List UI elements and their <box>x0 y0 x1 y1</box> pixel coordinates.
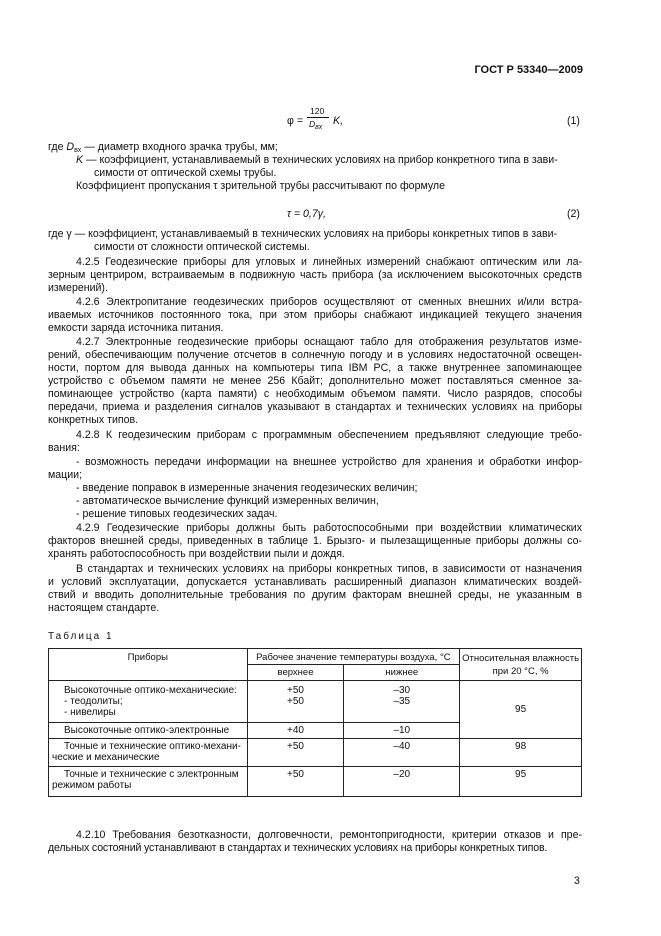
paragraph-4-2-8-line: вания: <box>48 442 80 454</box>
paragraph-4-2-9-line: факторов внешней среды, приведенных в таблице 1. Брызго- и пылезащищенные приборы должны со- <box>48 535 582 547</box>
paragraph-4-2-9b-line: ствий и вводить дополнительные требования по другим факторам внешней среды, не указанным в <box>48 589 582 601</box>
paragraph-4-2-5-line: измерений). <box>48 282 108 294</box>
paragraph-4-2-10-line: дельных состояний устанавливают в стандартах и технических условиях на приборы конкретных типов. <box>48 842 548 854</box>
paragraph-4-2-10-line: 4.2.10 Требования безотказности, долговечности, ремонтопригодности, критерии отказов и пре- <box>76 829 582 841</box>
paragraph-4-2-7-line: рений, обеспечивающим получение отсчетов в солнечную погоду и в условиях недостаточной освещен- <box>48 349 582 361</box>
header-devices: Приборы <box>49 649 248 681</box>
paragraph-4-2-9b-line: В стандартах и технических условиях на приборы конкретных типов, в зависимости от назначения <box>76 563 582 575</box>
formula-2: τ = 0,7γ, <box>287 208 327 220</box>
row-lower: –40 <box>344 739 460 767</box>
formula-1-lhs: φ = <box>287 115 303 127</box>
where-k-line-2: симости от оптической схемы трубы. <box>94 167 277 179</box>
paragraph-4-2-9b-line: и условий эксплуатации, допускается устанавливать расширенный диапазон климатических воздей- <box>48 576 582 588</box>
header-upper: верхнее <box>247 665 344 681</box>
header-lower: нижнее <box>344 665 460 681</box>
requirement-item: - автоматическое вычисление функций измеренных величин, <box>76 495 379 507</box>
formula-1 <box>287 104 347 138</box>
row-lower: –30 –35 <box>344 681 460 723</box>
row-device: Точные и технические с электронным режимом работы <box>49 767 248 797</box>
paragraph-4-2-5-line: зерным центриром, встраиваемым в подвижную часть прибора (за исключением высокоточных средств <box>48 269 582 281</box>
requirement-item: - решение типовых геодезических задач. <box>76 508 278 520</box>
paragraph-4-2-7-line: поминающее устройство (карта памяти) с необходимым объемом памяти. Число разрядов, способы <box>48 388 582 400</box>
paragraph-4-2-7-line: конкретных типов. <box>48 414 139 426</box>
requirement-item: мации; <box>48 469 83 481</box>
where-gamma-line-1: где γ — коэффициент, устанавливаемый в технических условиях на приборы конкретных типов в зави- <box>48 228 558 240</box>
paragraph-4-2-7-line: устройство с объемом памяти не менее 256 Кбайт; дополнительно может поставляться сменное за- <box>48 375 582 387</box>
paragraph-4-2-6-line: 4.2.6 Электропитание геодезических приборов осуществляют от сменных внешних и/или встра- <box>76 296 582 308</box>
formula-2-number: (2) <box>567 208 580 220</box>
climate-table <box>48 648 582 797</box>
row-humidity-merged: 95 <box>460 681 582 739</box>
where-d-line: где $D_{вх}$ — диаметр входного зрачка трубы, мм; <box>48 141 278 154</box>
paragraph-4-2-7-line: передачи, приема и разделения сигналов указывают в стандартах и технических условиях на приборы <box>48 401 582 413</box>
paragraph-4-2-8-line: 4.2.8 К геодезическим приборам с программным обеспечением предъявляют следующие требо- <box>76 429 582 441</box>
row-device: Высокоточные оптико-механические: - теодолиты; - нивелиры <box>49 681 248 723</box>
row-humidity: 95 <box>460 767 582 797</box>
page-number: 3 <box>574 875 580 887</box>
row-lower: –20 <box>344 767 460 797</box>
formula-1-numerator: 120 <box>310 106 325 116</box>
row-device: Высокоточные оптико-электронные <box>49 723 248 739</box>
row-lower: –10 <box>344 723 460 739</box>
paragraph-4-2-9-line: хранять работоспособность при воздействии пыли и дождя. <box>48 548 345 560</box>
row-humidity: 98 <box>460 739 582 767</box>
header-temperature: Рабочее значение температуры воздуха, °С <box>247 649 460 665</box>
transmission-line: Коэффициент пропускания τ зрительной трубы рассчитывают по формуле <box>76 180 445 192</box>
paragraph-4-2-9b-line: настоящем стандарте. <box>48 602 160 614</box>
where-gamma-line-2: симости от сложности оптической системы. <box>94 241 310 253</box>
document-header: ГОСТ Р 53340—2009 <box>474 64 583 76</box>
formula-1-number: (1) <box>567 115 580 127</box>
row-upper: +50 <box>247 739 344 767</box>
requirement-item: - возможность передачи информации на внешнее устройство для хранения и обработки инфор- <box>76 456 582 468</box>
row-upper: +50 +50 <box>247 681 344 723</box>
paragraph-4-2-7-line: 4.2.7 Электронные геодезические приборы оснащают табло для отображения результатов изме- <box>76 336 582 348</box>
row-upper: +40 <box>247 723 344 739</box>
paragraph-4-2-6-line: иваемых источников постоянного тока, при этом приборы снабжают индикацией текущего значения <box>48 309 582 321</box>
where-k-line-1: K — коэффициент, устанавливаемый в технических условиях на прибор конкретного типа в зави- <box>76 154 558 166</box>
paragraph-4-2-9-line: 4.2.9 Геодезические приборы должны быть работоспособными при воздействии климатических <box>76 522 582 534</box>
paragraph-4-2-5-line: 4.2.5 Геодезические приборы для угловых и линейных измерений снабжают оптическим или ла- <box>76 256 582 268</box>
paragraph-4-2-6-line: емкости заряда источника питания. <box>48 322 224 334</box>
row-device: Точные и технические оптико-механи- ческие и механические <box>49 739 248 767</box>
paragraph-4-2-7-line: ности, портом для вывода данных на компьютеры типа IBM PC, а также внутреннее запоминающее <box>48 362 582 374</box>
table-caption: Таблица 1 <box>48 631 114 642</box>
formula-1-rhs: K, <box>333 115 344 127</box>
row-upper: +50 <box>247 767 344 797</box>
requirement-item: - введение поправок в измеренные значения геодезических величин; <box>76 482 418 494</box>
header-humidity: Относительная влажность при 20 °С, % <box>460 649 582 681</box>
fraction-bar <box>307 117 329 118</box>
formula-1-denominator: $D_{вх}$ <box>309 119 323 131</box>
